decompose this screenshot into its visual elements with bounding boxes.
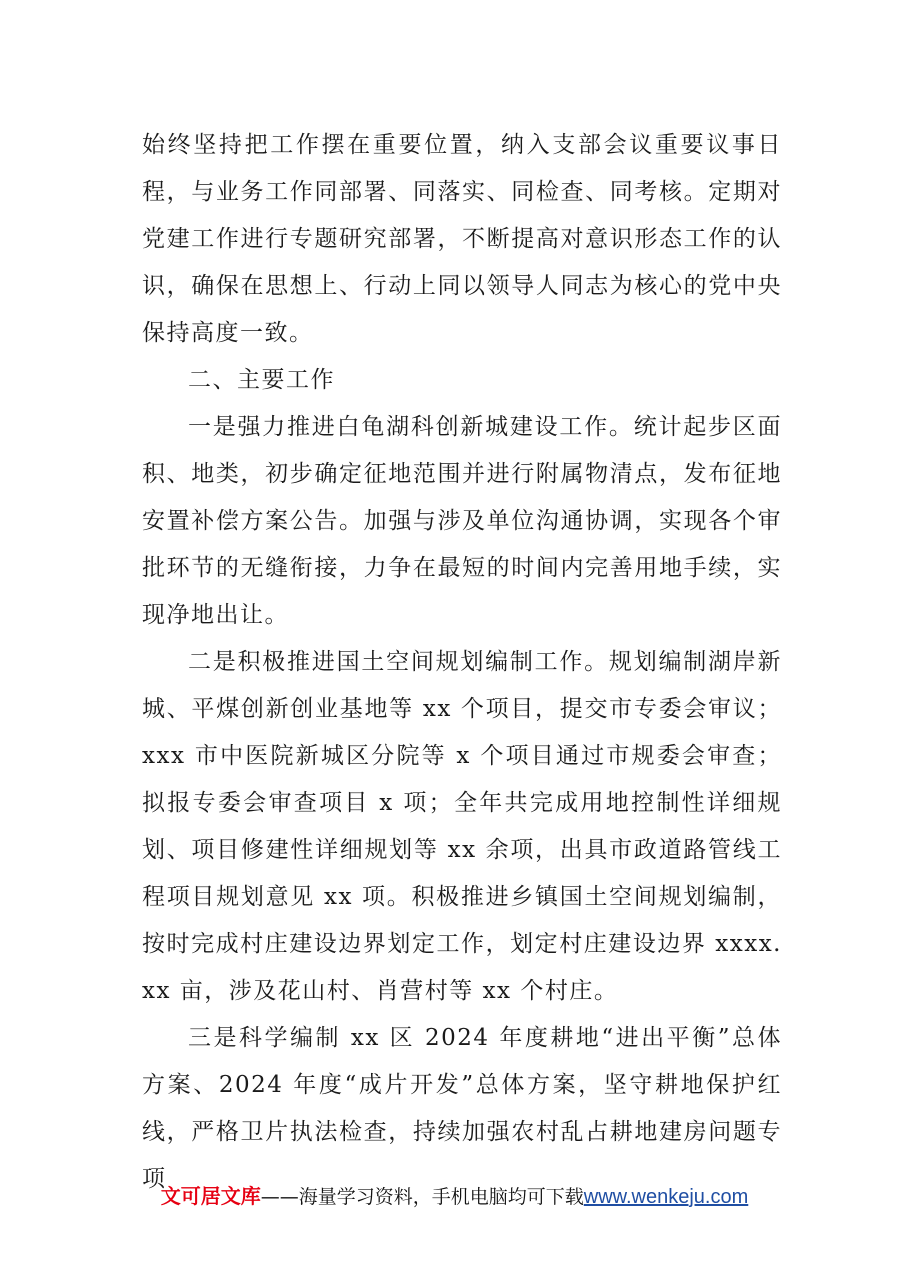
- section-heading: 二、主要工作: [188, 367, 335, 393]
- paragraph-intro: 始终坚持把工作摆在重要位置，纳入支部会议重要议事日程，与业务工作同部署、同落实、同检查、同考核。定期对党建工作进行专题研究部署，不断提高对意识形态工作的认识，确保在思想上、行动上同以领导人同志为核心的党中央保持高度一致。: [142, 132, 782, 346]
- footer-slogan: ——海量学习资料，手机电脑均可下载: [260, 1186, 584, 1208]
- footer-banner: [0, 1180, 909, 1213]
- paragraph-two: 二是积极推进国土空间规划编制工作。规划编制湖岸新城、平煤创新创业基地等 xx 个项目，提交市专委会审议；xxx 市中医院新城区分院等 x 个项目通过市规委会审查；拟报专委会审查项目 x 项；全年共完成用地控制性详细规划、项目修建性详细规划等 xx 余项，出具市政道路管线工程项目规划意见 xx 项。积极推进乡镇国土空间规划编制，按时完成村庄建设边界划定工作，划定村庄建设边界 xxxx. xx 亩，涉及花山村、肖营村等 xx 个村庄。: [142, 649, 782, 1004]
- footer-brand: 文可居文库: [160, 1184, 261, 1208]
- footer-website-link[interactable]: www.wenkeju.com: [583, 1186, 749, 1208]
- paragraph-three: 三是科学编制 xx 区 2024 年度耕地“进出平衡”总体方案、2024 年度“成片开发”总体方案，坚守耕地保护红线，严格卫片执法检查，持续加强农村乱占耕地建房问题专项: [142, 1025, 782, 1192]
- document-body: [142, 122, 782, 1203]
- paragraph-one: 一是强力推进白龟湖科创新城建设工作。统计起步区面积、地类，初步确定征地范围并进行附属物清点，发布征地安置补偿方案公告。加强与涉及单位沟通协调，实现各个审批环节的无缝衔接，力争在最短的时间内完善用地手续，实现净地出让。: [142, 414, 782, 628]
